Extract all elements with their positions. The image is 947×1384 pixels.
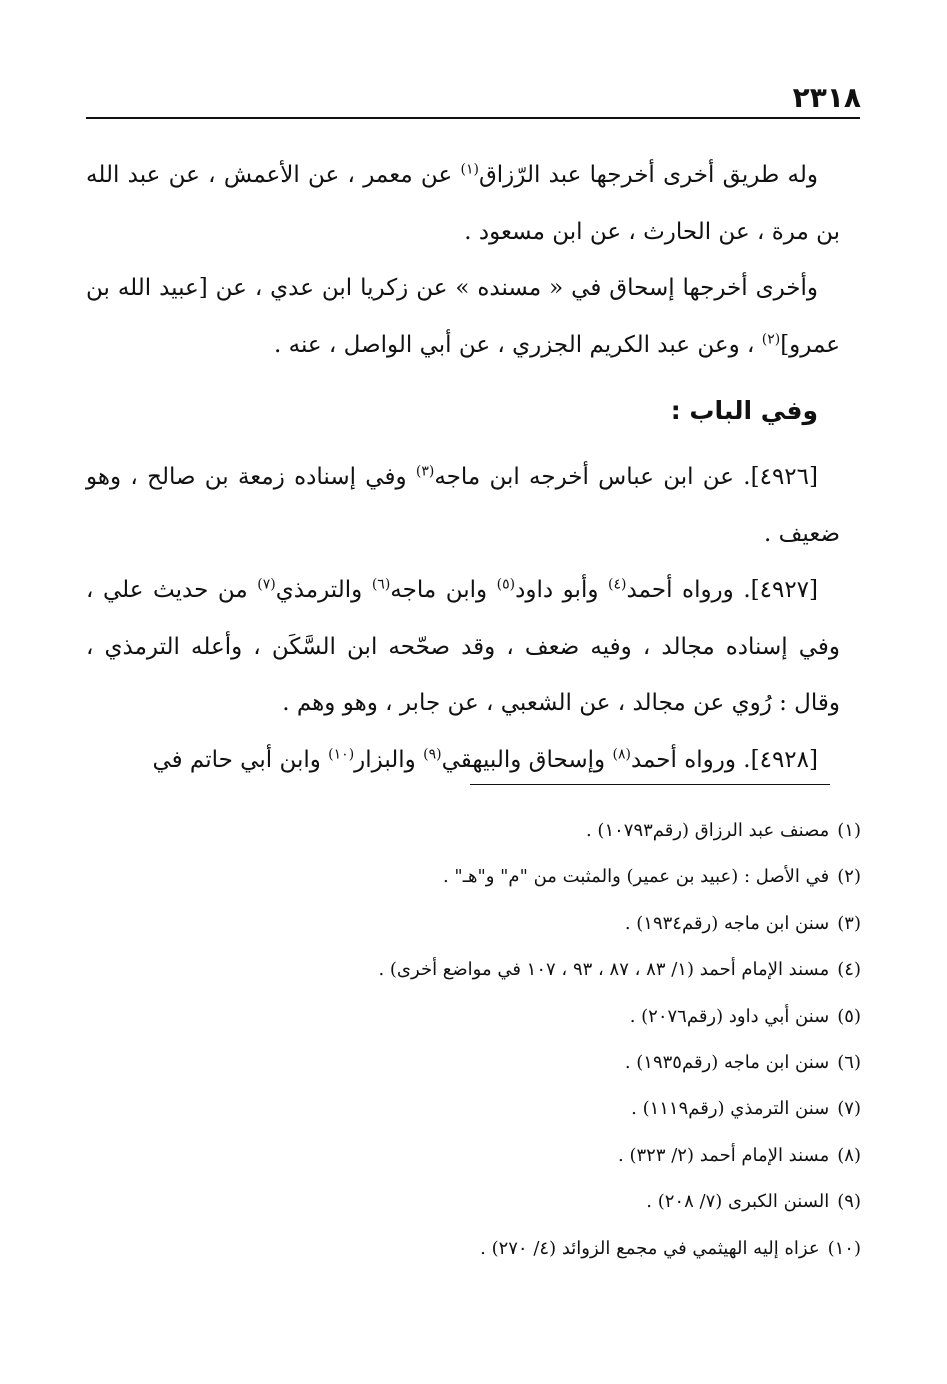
footnote-number: (٩) <box>837 1191 861 1213</box>
footnote-item <box>87 947 861 993</box>
footnote-number: (٣) <box>837 912 861 934</box>
paragraph-text: وأبو داود <box>515 577 609 603</box>
footnote-text: مسند الإمام أحمد (٢/ ٣٢٣) . <box>618 1144 830 1166</box>
footnote-separator <box>470 784 830 785</box>
paragraph <box>86 147 840 260</box>
paragraph-text: وابن ماجه <box>390 577 497 603</box>
page-number: ٢٣١٨ <box>792 81 861 114</box>
section-heading: وفي الباب : <box>670 396 818 425</box>
footnote-text: في الأصل : (عبيد بن عمير) والمثبت من "م" و"هـ" . <box>442 866 830 888</box>
footnote-item <box>87 901 861 947</box>
paragraph-text: وابن أبي حاتم في <box>152 746 329 773</box>
paragraph-text: وله طريق أخرى أخرجها عبد الرّزاق <box>478 162 818 188</box>
paragraph-text: عن معمر ، عن الأعمش ، عن عبد الله بن مرة ، عن الحارث ، عن ابن مسعود . <box>86 162 840 245</box>
footnote-reference: (٩) <box>423 745 442 762</box>
footnote-reference: (٨) <box>612 745 631 762</box>
entry-paragraph <box>86 562 840 732</box>
footnote-number: (٧) <box>837 1098 861 1120</box>
paragraph-text: وفي إسناده زمعة بن صالح ، وهو ضعيف . <box>86 464 840 547</box>
paragraph-text: [٤٩٢٦]. عن ابن عباس أخرجه ابن ماجه <box>434 464 818 490</box>
footnote-reference: (٥) <box>496 576 516 593</box>
footnote-text: السنن الكبرى (٧/ ٢٠٨) . <box>646 1191 830 1213</box>
paragraph-text: والبزار <box>354 746 424 773</box>
footnote-item <box>87 854 861 900</box>
paragraph-text: وأخرى أخرجها إسحاق في « مسنده » عن زكريا ابن عدي ، عن [عبيد الله بن عمرو] <box>86 275 840 358</box>
paragraph-text: وإسحاق والبيهقي <box>441 746 613 773</box>
footnote-text: سنن ابن ماجه (رقم١٩٣٤) . <box>624 912 830 934</box>
footnote-reference: (١) <box>460 161 479 178</box>
footnote-item <box>87 994 861 1040</box>
footnote-text: مصنف عبد الرزاق (رقم١٠٧٩٣) . <box>585 820 830 841</box>
entry-paragraph <box>86 732 840 789</box>
footnote-reference: (٢) <box>761 330 781 347</box>
footnote-item <box>87 1226 861 1272</box>
footnote-reference: (١٠) <box>328 745 355 762</box>
paragraph <box>86 260 840 373</box>
footnote-text: سنن الترمذي (رقم١١١٩) . <box>631 1098 830 1120</box>
footnote-reference: (٧) <box>257 576 276 593</box>
footnote-reference: (٤) <box>608 576 627 593</box>
footnote-reference: (٦) <box>371 576 391 593</box>
footnote-reference: (٣) <box>415 463 435 480</box>
footnote-number: (٤) <box>837 959 861 981</box>
paragraph-text: [٤٩٢٨]. ورواه أحمد <box>630 746 818 773</box>
footnote-number: (٨) <box>837 1144 861 1166</box>
paragraph-text: [٤٩٢٧]. ورواه أحمد <box>626 577 819 603</box>
footnote-number: (١٠) <box>827 1237 861 1259</box>
footnote-number: (٥) <box>837 1005 861 1027</box>
footnote-text: سنن ابن ماجه (رقم١٩٣٥) . <box>624 1052 830 1074</box>
footnote-item <box>87 1040 861 1086</box>
footnote-item <box>87 1133 861 1179</box>
paragraph-text: من حديث علي ، وفي إسناده مجالد ، وفيه ضعف ، وقد صحّحه ابن السَّكَن ، وأعله الترمذي ، وقال : رُوي عن مجالد ، عن الشعبي ، عن جابر ، وهو وهم . <box>86 577 840 716</box>
paragraph-text: ، وعن عبد الكريم الجزري ، عن أبي الواصل ، عنه . <box>273 331 762 358</box>
entry-paragraph <box>86 449 840 562</box>
footnote-text: عزاه إليه الهيثمي في مجمع الزوائد (٤/ ٢٧٠) . <box>480 1237 820 1259</box>
footnote-number: (٢) <box>837 866 861 888</box>
header-rule <box>86 117 860 119</box>
footnote-item <box>87 808 861 854</box>
footnotes-list <box>87 808 861 1272</box>
main-text <box>86 147 840 788</box>
footnote-item <box>87 1179 861 1225</box>
footnote-text: مسند الإمام أحمد (١/ ٨٣ ، ٨٧ ، ٩٣ ، ١٠٧ في مواضع أخرى) . <box>378 959 830 981</box>
footnote-number: (٦) <box>837 1052 861 1074</box>
footnote-number: (١) <box>837 820 861 841</box>
footnote-item <box>87 1086 861 1132</box>
paragraph-text: والترمذي <box>275 577 372 603</box>
footnote-text: سنن أبي داود (رقم٢٠٧٦) . <box>629 1005 830 1027</box>
